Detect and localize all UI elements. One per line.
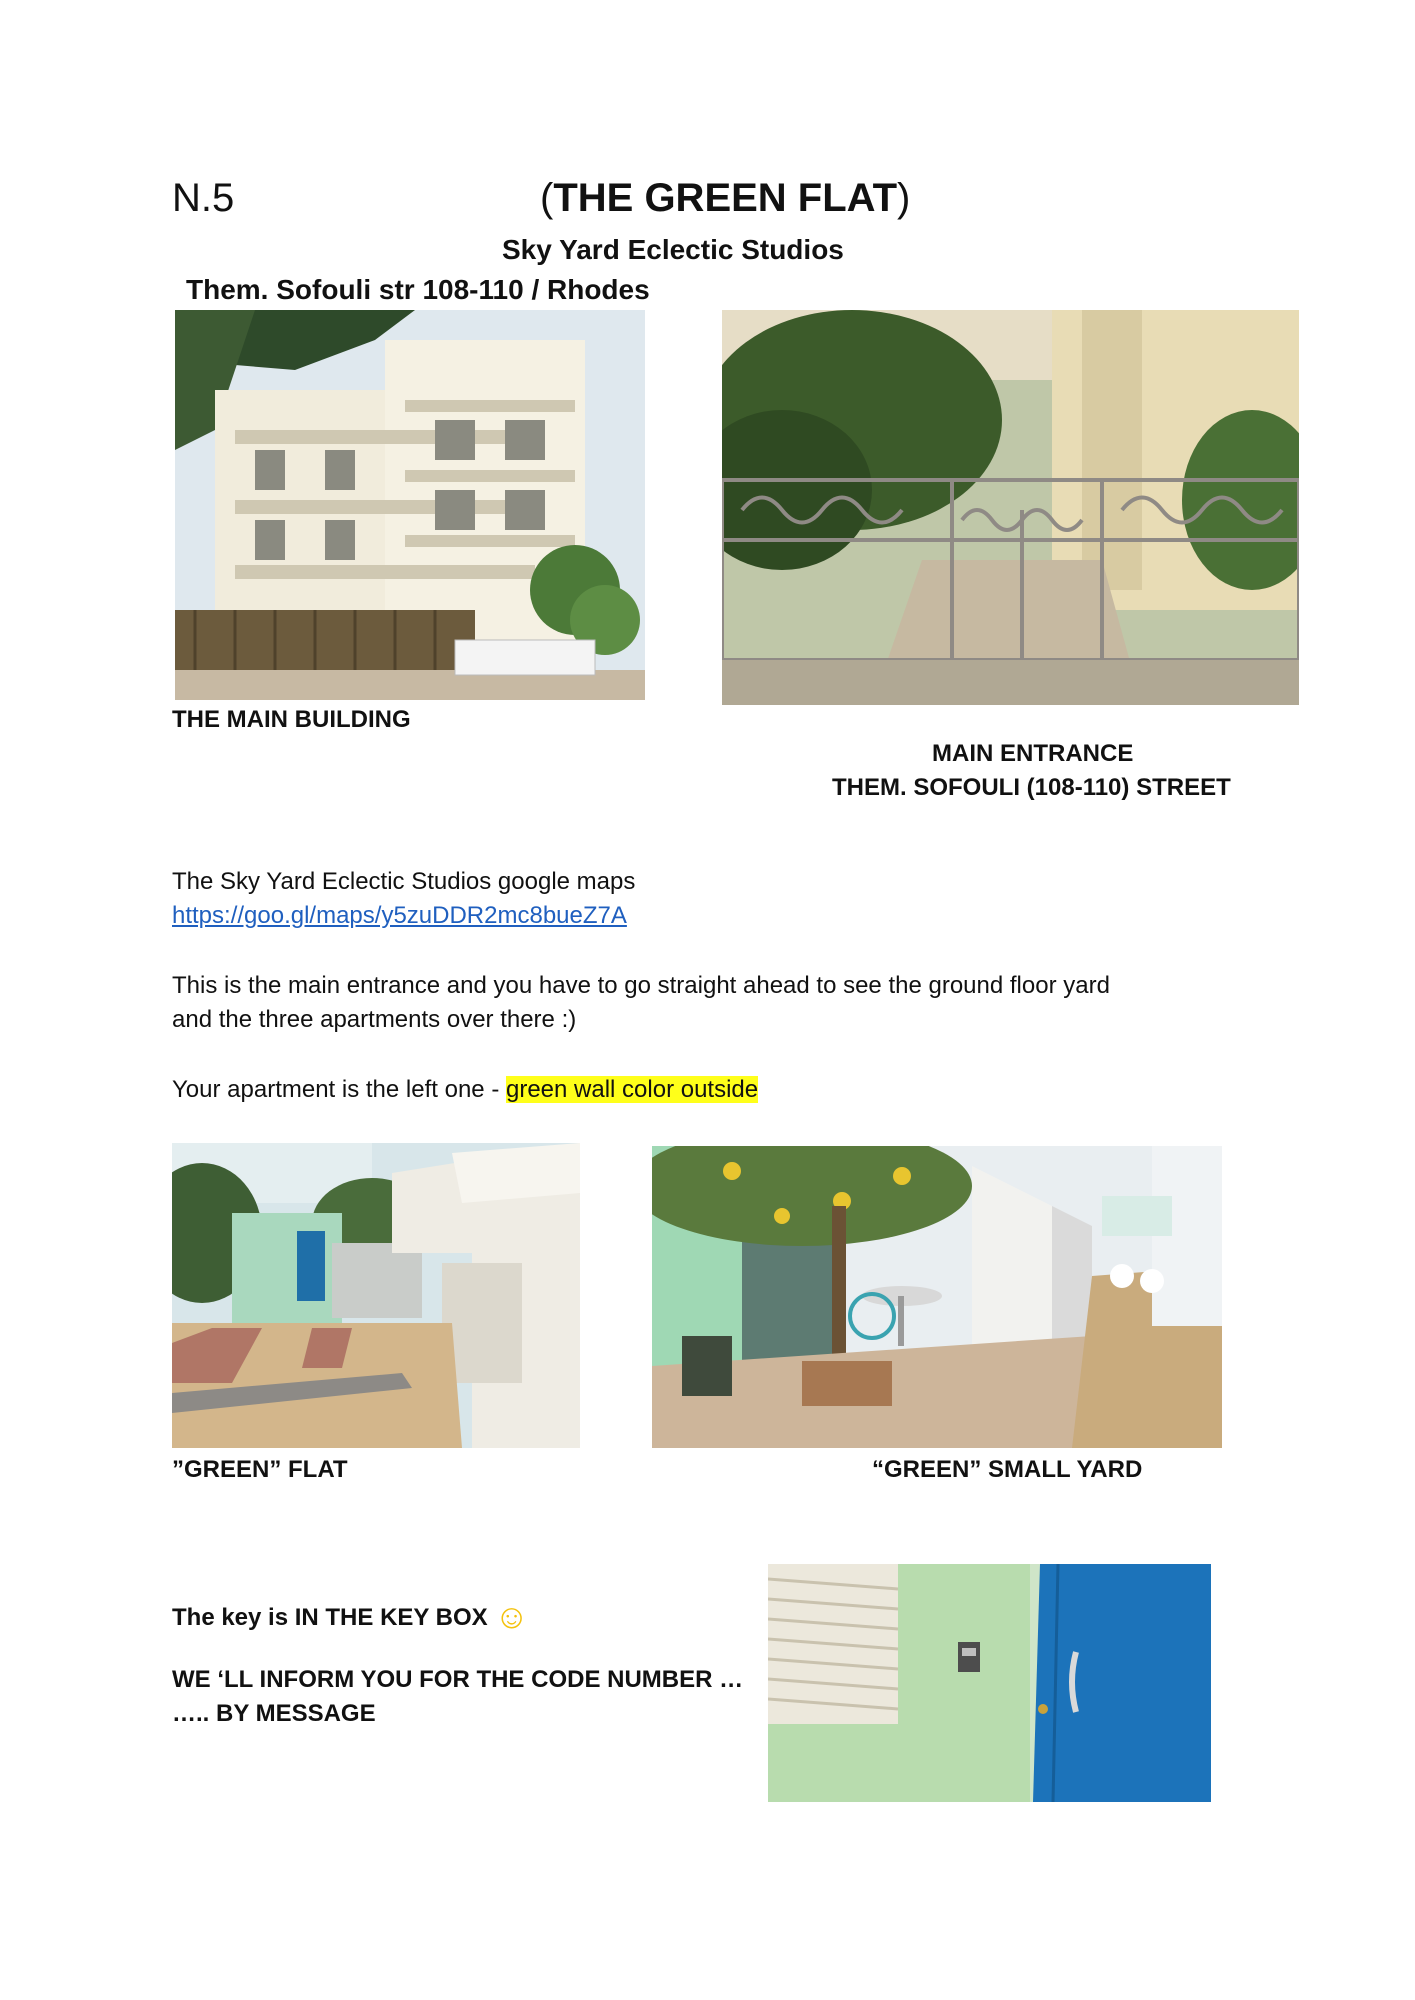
maps-label: The Sky Yard Eclectic Studios google maps <box>172 868 636 895</box>
title-close-paren: ) <box>897 176 911 220</box>
subtitle: Sky Yard Eclectic Studios <box>502 234 844 265</box>
apartment-note <box>172 1076 758 1104</box>
title-open-paren: ( <box>540 176 554 220</box>
small-yard-photo <box>652 1146 1222 1448</box>
by-message-note: ….. BY MESSAGE <box>172 1700 376 1727</box>
directions-line-2: and the three apartments over there :) <box>172 1006 577 1033</box>
key-box-note <box>172 1598 529 1637</box>
small-yard-caption: “GREEN” SMALL YARD <box>872 1456 1143 1483</box>
address: Them. Sofouli str 108-110 / Rhodes <box>186 274 650 305</box>
main-entrance-street-caption: THEM. SOFOULI (108-110) STREET <box>832 774 1231 801</box>
title-text: THE GREEN FLAT <box>553 176 898 220</box>
maps-link[interactable]: https://goo.gl/maps/y5zuDDR2mc8bueZ7A <box>172 902 627 929</box>
directions-line-1: This is the main entrance and you have to go straight ahead to see the ground floor yard <box>172 972 1110 999</box>
main-entrance-caption: MAIN ENTRANCE <box>932 740 1134 767</box>
highlighted-wall-color: green wall color outside <box>505 1076 759 1103</box>
page-title <box>540 176 910 221</box>
main-entrance-photo <box>722 310 1299 705</box>
main-building-caption: THE MAIN BUILDING <box>172 706 411 733</box>
key-box-text: The key is IN THE KEY BOX <box>172 1604 488 1631</box>
smiley-icon: ☺ <box>494 1598 530 1636</box>
key-box-photo <box>768 1564 1211 1802</box>
apartment-note-prefix: Your apartment is the left one - <box>172 1076 506 1103</box>
code-number-note: WE ‘LL INFORM YOU FOR THE CODE NUMBER … <box>172 1666 744 1693</box>
green-flat-photo <box>172 1143 580 1448</box>
flat-number: N.5 <box>172 176 235 220</box>
green-flat-caption: ”GREEN” FLAT <box>172 1456 348 1483</box>
main-building-photo <box>175 310 645 700</box>
